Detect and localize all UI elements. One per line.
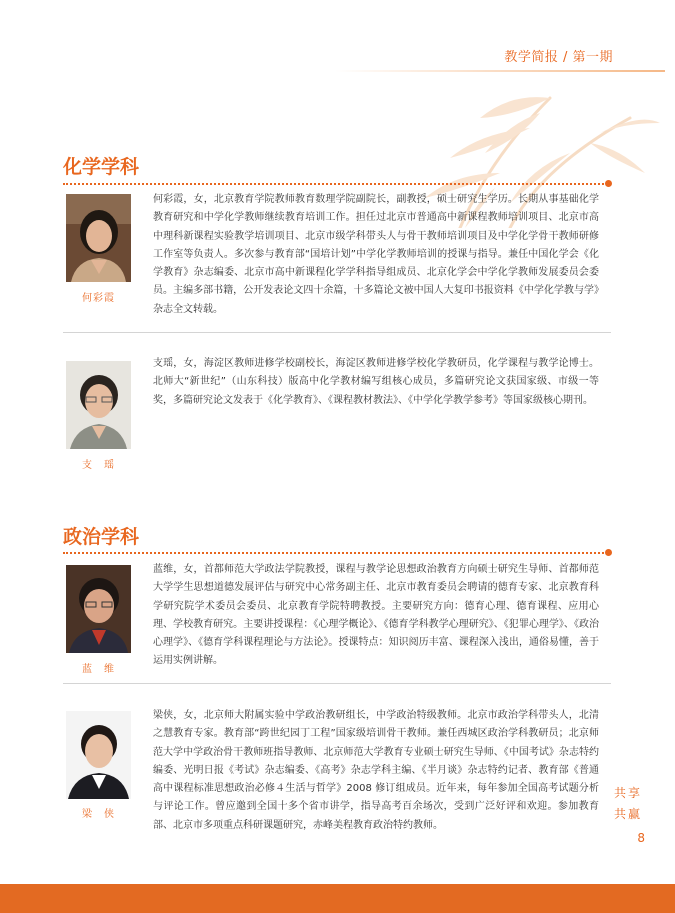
person-name: 何彩霞 — [82, 293, 115, 304]
person-bio: 支瑶，女，海淀区教师进修学校副校长，海淀区教师进修学校化学教研员，化学课程与教学论博士。北师大“新世纪”（山东科技）版高中化学教材编写组核心成员，多篇研究论文获国家级、市级一等奖，多篇研究论文发表于《化学教育》、《课程教材教法》、《中学化学教学参考》等国家级核心期刊。 — [153, 358, 599, 406]
section-rule — [63, 552, 608, 554]
header-title: 教学简报 / 第一期 — [504, 50, 613, 65]
divider — [63, 332, 611, 333]
footer-bar — [0, 884, 675, 913]
person-name: 梁 侠 — [82, 809, 115, 820]
person-bio: 梁侠，女，北京师大附属实验中学政治教研组长，中学政治特级教师。北京市政治学科带头人，北清之慧教育专家。教育部“跨世纪园丁工程”国家级培训骨干教师。兼任西城区政治学科教研员；北京师范大学中学政治骨干教师班指导教师、北京师范大学教育专业硕士研究生导师、《中国考试》杂志特约编委、光明日报《考试》杂志编委、《高考》杂志学科主编、《半月谈》杂志特约记者、教育部《普通高中课程标准思想政治必修４生活与哲学》2008 修订组成员。近年来，每年参加全国高考试题分析与评论工作。曾应邀到全国十多个省市讲学，指导高考百余场次，受到广泛好评和欢迎。参加教育部、北京市多项重点科研课题研究，赤峰美程教育政治特约教师。 — [153, 710, 599, 831]
section-title-chemistry: 化学学科 — [63, 156, 140, 178]
side-slogan-line1: 共享 — [613, 786, 642, 800]
portrait-photo — [66, 565, 131, 653]
header-line — [335, 70, 665, 72]
page-number: 8 — [637, 831, 645, 845]
side-slogan-line2: 共赢 — [613, 807, 642, 821]
section-rule — [63, 183, 608, 185]
person-bio: 何彩霞，女，北京教育学院教师教育数理学院副院长，副教授，硕士研究生学历。长期从事基础化学教育研究和中学化学教师继续教育培训工作。担任过北京市普通高中新课程教师培训项目、北京市高中理科新课程实验教学培训项目、北京市级学科带头人与骨干教师培训项目及中学化学骨干教师研修工作室等负责人。多次参与教育部“国培计划”中学化学教师培训的授课与指导。兼任中国化学会《化学教育》杂志编委、北京市高中新课程化学学科指导组成员、北京化学会中学化学教师发展委员会委员。主编多部书籍，公开发表论文四十余篇，十多篇论文被中国人大复印书报资料《中学化学教与学》杂志全文转载。 — [153, 194, 599, 315]
portrait-photo — [66, 194, 131, 282]
person-name: 支 瑶 — [82, 460, 115, 471]
portrait-photo — [66, 711, 131, 799]
person-bio: 蓝维，女，首都师范大学政法学院教授，课程与教学论思想政治教育方向硕士研究生导师、首都师范大学学生思想道德发展评估与研究中心常务副主任、北京市教育委员会聘请的德育专家、北京教育科学研究院学术委员会委员、北京教育学院特聘教授。主要研究方向：德育心理、德育课程、应用心理、学校教育研究。主要讲授课程：《心理学概论》、《德育学科教学心理研究》、《犯罪心理学》、《政治心理学》、《德育学科课程理论与方法论》。授课特点：知识阅历丰富、课程深入浅出，通俗易懂，善于运用实例讲解。 — [153, 564, 599, 667]
person-name: 蓝 维 — [82, 664, 115, 675]
section-title-politics: 政治学科 — [63, 526, 140, 548]
portrait-photo — [66, 361, 131, 449]
divider — [63, 683, 611, 684]
